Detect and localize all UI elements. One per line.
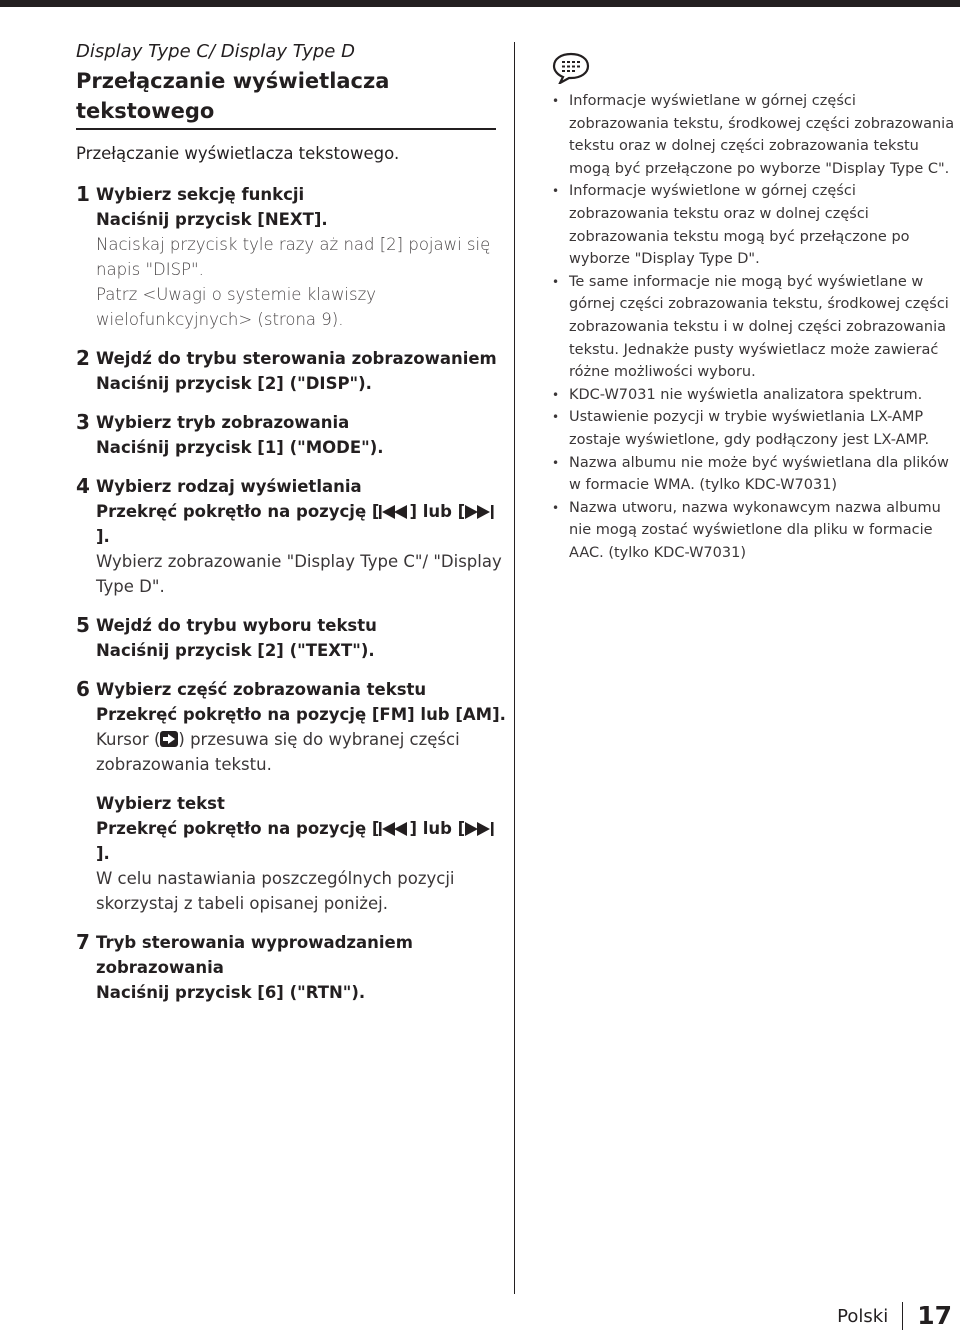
next-track-icon xyxy=(465,505,495,519)
step-3 xyxy=(76,410,506,460)
step-action-text: Przekręć pokrętło na pozycję [ xyxy=(96,502,380,521)
step-number: 2 xyxy=(76,346,90,370)
note-item: • Nazwa utworu, nazwa wykonawcym nazwa albumu nie mogą zostać wyświetlone dla pliku w formacie AAC. (tylko KDC-W7031) xyxy=(552,497,957,565)
footer-separator xyxy=(902,1302,903,1330)
step-note: Naciskaj przycisk tyle razy aż nad [2] pojawi się napis "DISP". xyxy=(96,235,491,279)
previous-track-icon xyxy=(379,822,409,836)
step-number: 3 xyxy=(76,410,90,434)
step-title: Wejdź do trybu sterowania zobrazowaniem xyxy=(96,349,497,368)
note-item: • Te same informacje nie mogą być wyświetlane w górnej części zobrazowania tekstu, środkowej części zobrazowania tekstu i w dolnej części zobrazowania tekstu. Jednakże pusty wyświetlacz może zawierać różne możliwości wyboru. xyxy=(552,271,957,384)
note-item: • Informacje wyświetlane w górnej części zobrazowania tekstu, środkowej części zobrazowania tekstu oraz w dolnej części zobrazowania tekstu mogą być przełączone po wyborze "Display Type C". xyxy=(552,90,957,180)
step-action-text: ]. xyxy=(96,527,110,546)
step-number: 4 xyxy=(76,474,90,498)
step-note: Wybierz zobrazowanie "Display Type C"/ "Display Type D". xyxy=(96,552,502,596)
step-action xyxy=(96,499,506,549)
step-number: 7 xyxy=(76,930,90,954)
column-divider xyxy=(514,42,515,1294)
next-track-icon xyxy=(465,822,495,836)
step-note: W celu nastawiania poszczególnych pozycji skorzystaj z tabeli opisanej poniżej. xyxy=(96,869,455,913)
page-number: 17 xyxy=(917,1301,952,1330)
step-note xyxy=(96,727,506,777)
step-action-text: Przekręć pokrętło na pozycję [ xyxy=(96,819,380,838)
section-title: Przełączanie wyświetlacza tekstowego xyxy=(76,66,496,130)
step-title: Tryb sterowania wyprowadzaniem zobrazowania xyxy=(96,933,413,977)
step-action-text: ]. xyxy=(96,844,110,863)
step-title: Wybierz część zobrazowania tekstu xyxy=(96,680,427,699)
step-title: Wybierz tekst xyxy=(96,794,225,813)
notes-list xyxy=(552,90,957,564)
step-6-select-text xyxy=(76,791,506,916)
step-note-text: Kursor ( xyxy=(96,730,161,749)
section-subtitle: Display Type C/ Display Type D xyxy=(76,41,355,62)
step-5 xyxy=(76,613,506,663)
step-2 xyxy=(76,346,506,396)
note-speech-bubble-icon xyxy=(552,52,590,84)
step-number: 6 xyxy=(76,677,90,701)
step-action: Naciśnij przycisk [6] ("RTN"). xyxy=(96,983,366,1002)
step-action: Naciśnij przycisk [2] ("TEXT"). xyxy=(96,641,375,660)
step-6 xyxy=(76,677,506,777)
step-note-text: ) przesuwa się do wybranej części zobrazowania tekstu. xyxy=(96,730,460,774)
instructions-column xyxy=(76,40,506,1005)
step-action: Przekręć pokrętło na pozycję [FM] lub [AM]. xyxy=(96,705,506,724)
step-7 xyxy=(76,930,506,1005)
cursor-arrow-icon xyxy=(160,731,178,747)
step-action: Naciśnij przycisk [1] ("MODE"). xyxy=(96,438,384,457)
step-title: Wybierz tryb zobrazowania xyxy=(96,413,350,432)
page-footer xyxy=(837,1300,952,1330)
step-note: Patrz <Uwagi o systemie klawiszy wielofunkcyjnych> (strona 9). xyxy=(96,285,377,329)
step-number: 1 xyxy=(76,182,90,206)
note-item: • KDC-W7031 nie wyświetla analizatora spektrum. xyxy=(552,384,957,407)
step-title: Wejdź do trybu wyboru tekstu xyxy=(96,616,377,635)
step-title: Wybierz sekcję funkcji xyxy=(96,185,305,204)
footer-language: Polski xyxy=(837,1306,889,1327)
previous-track-icon xyxy=(379,505,409,519)
top-rule xyxy=(0,0,960,7)
step-1 xyxy=(76,182,506,332)
step-action-text: ] lub [ xyxy=(409,502,466,521)
step-action: Naciśnij przycisk [2] ("DISP"). xyxy=(96,374,372,393)
step-number: 5 xyxy=(76,613,90,637)
section-intro: Przełączanie wyświetlacza tekstowego. xyxy=(76,144,400,163)
note-item: • Informacje wyświetlone w górnej części zobrazowania tekstu oraz w dolnej części zobrazowania tekstu mogą być przełączone po wyborze "Display Type D". xyxy=(552,180,957,270)
note-item: • Nazwa albumu nie może być wyświetlana dla plików w formacie WMA. (tylko KDC-W7031) xyxy=(552,452,957,497)
note-item: • Ustawienie pozycji w trybie wyświetlania LX-AMP zostaje wyświetlone, gdy podłączony jest LX-AMP. xyxy=(552,406,957,451)
notes-column xyxy=(552,52,957,564)
step-4 xyxy=(76,474,506,599)
step-action: Naciśnij przycisk [NEXT]. xyxy=(96,210,328,229)
step-action-text: ] lub [ xyxy=(409,819,466,838)
step-title: Wybierz rodzaj wyświetlania xyxy=(96,477,362,496)
step-action xyxy=(96,816,506,866)
